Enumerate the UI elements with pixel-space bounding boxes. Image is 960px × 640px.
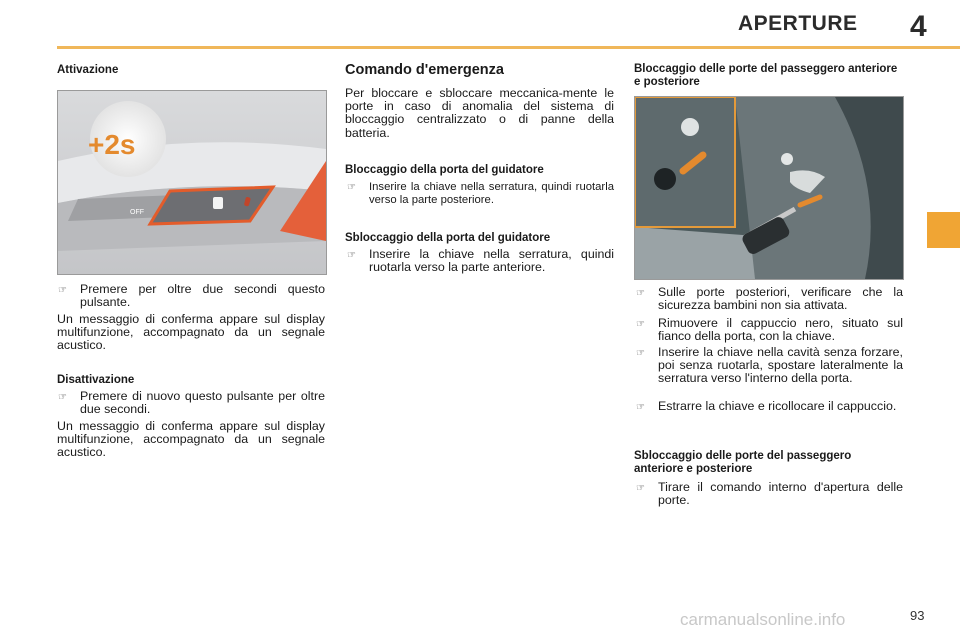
passenger-unlock-instruction: Tirare il comando interno d'apertura delle porte. xyxy=(658,480,903,508)
door-lock-cap xyxy=(681,118,699,136)
emergency-heading: Comando d'emergenza xyxy=(345,62,504,78)
bullet-icon: ☞ xyxy=(636,348,645,359)
driver-lock-heading: Bloccaggio della porta del guidatore xyxy=(345,164,544,176)
passenger-step-4: Estrarre la chiave e ricollocare il cappuccio. xyxy=(658,399,897,413)
bullet-icon: ☞ xyxy=(58,392,67,403)
activation-instruction: Premere per oltre due secondi questo pulsante. xyxy=(80,282,325,310)
deactivation-heading: Disattivazione xyxy=(57,374,135,386)
svg-text:+2s: +2s xyxy=(88,129,136,160)
dashboard-illustration xyxy=(58,91,326,274)
svg-text:OFF: OFF xyxy=(130,209,144,216)
activation-heading: Attivazione xyxy=(57,64,119,76)
driver-unlock-heading: Sbloccaggio della porta del guidatore xyxy=(345,232,551,244)
chapter-number: 4 xyxy=(910,10,927,43)
bullet-icon: ☞ xyxy=(636,288,645,299)
passenger-lock-heading: Bloccaggio delle porte del passeggero anteriore e posteriore xyxy=(634,63,898,88)
dashboard-button-figure xyxy=(57,90,327,275)
bullet-icon: ☞ xyxy=(636,319,645,330)
bullet-icon: ☞ xyxy=(636,402,645,413)
bullet-icon: ☞ xyxy=(347,250,356,261)
passenger-unlock-heading: Sbloccaggio delle porte del passeggero anteriore e posteriore xyxy=(634,450,852,475)
emergency-intro: Per bloccare e sbloccare meccanica-mente le porte in caso di anomalia del sistema di bloccaggio centralizzato o di panne della batteria. xyxy=(345,86,614,140)
driver-unlock-instruction: Inserire la chiave nella serratura, quindi ruotarla verso la parte anteriore. xyxy=(369,247,614,275)
header-rule xyxy=(57,46,960,49)
passenger-step-1: Sulle porte posteriori, verificare che la sicurezza bambini non sia attivata. xyxy=(658,285,903,313)
door-lock-illustration xyxy=(635,97,903,279)
bullet-icon: ☞ xyxy=(58,285,67,296)
page-number: 93 xyxy=(910,608,925,623)
chapter-title: APERTURE xyxy=(738,12,858,35)
bullet-icon: ☞ xyxy=(636,483,645,494)
deactivation-note: Un messaggio di conferma appare sul display multifunzione, accompagnato da un segnale acustico. xyxy=(57,419,325,460)
passenger-step-2: Rimuovere il cappuccio nero, situato sul fianco della porta, con la chiave. xyxy=(658,316,903,344)
bullet-icon: ☞ xyxy=(347,182,356,193)
deactivation-instruction: Premere di nuovo questo pulsante per oltre due secondi. xyxy=(80,389,325,417)
chapter-side-tab[interactable] xyxy=(927,212,960,248)
activation-note: Un messaggio di conferma appare sul display multifunzione, accompagnato da un segnale acustico. xyxy=(57,312,325,353)
door-lock-figure xyxy=(634,96,904,280)
driver-lock-instruction: Inserire la chiave nella serratura, quindi ruotarla verso la parte posteriore. xyxy=(369,181,614,206)
passenger-step-3: Inserire la chiave nella cavità senza forzare, poi senza ruotarla, spostare lateralmente la serratura verso l'interno della porta. xyxy=(658,345,903,386)
watermark-text: carmanualsonline.info xyxy=(680,610,846,629)
